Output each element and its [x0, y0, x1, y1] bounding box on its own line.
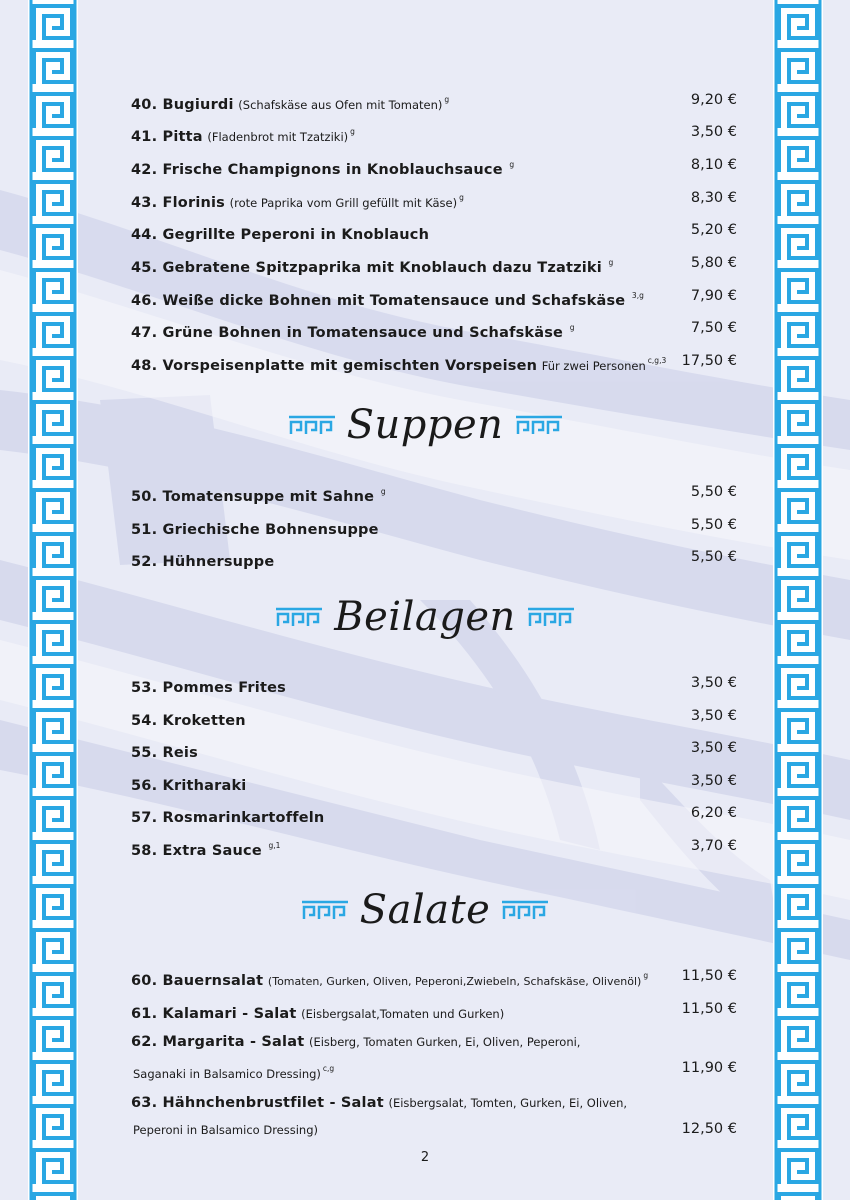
item-name: 48. Vorspeisenplatte mit gemischten Vorspeisen	[131, 358, 538, 374]
item-name: 42. Frische Champignons in Knoblauchsauce	[131, 162, 503, 178]
menu-item	[131, 318, 737, 343]
item-name: 62. Margarita - Salat	[131, 1034, 305, 1050]
greek-key-ornament-icon	[301, 899, 349, 921]
section-heading-suppen	[0, 402, 850, 448]
item-price: 3,50 €	[690, 740, 737, 756]
item-price: 7,50 €	[690, 320, 737, 336]
item-allergens: g	[608, 258, 614, 267]
section-title: Suppen	[346, 402, 504, 448]
item-price: 3,50 €	[690, 708, 737, 724]
item-name: 43. Florinis	[131, 195, 226, 211]
item-description: Für zwei Personen	[541, 359, 646, 373]
item-price: 12,50 €	[681, 1121, 737, 1137]
item-allergens: g	[459, 193, 464, 202]
item-name: 51. Griechische Bohnensuppe	[131, 522, 379, 538]
item-allergens: 3,g	[631, 291, 644, 300]
item-name: 40. Bugiurdi	[131, 97, 234, 113]
item-price: 17,50 €	[681, 353, 737, 369]
menu-item	[131, 155, 737, 180]
item-description-line2	[133, 1059, 737, 1084]
menu-item	[131, 1032, 737, 1084]
menu-item	[131, 220, 737, 245]
greek-key-ornament-icon	[501, 899, 549, 921]
menu-item	[131, 90, 737, 115]
section-heading-beilagen	[0, 594, 850, 640]
item-name: 60. Bauernsalat	[131, 973, 264, 989]
greek-key-ornament-icon	[275, 606, 323, 628]
item-price: 3,50 €	[690, 675, 737, 691]
item-price: 11,50 €	[681, 1001, 737, 1017]
item-price: 6,20 €	[690, 805, 737, 821]
menu-item	[131, 122, 737, 147]
section-title: Salate	[359, 887, 491, 933]
greek-key-ornament-icon	[288, 414, 336, 436]
item-price: 8,30 €	[690, 190, 737, 206]
item-name: 53. Pommes Frites	[131, 680, 286, 696]
item-allergens: g	[509, 160, 515, 169]
item-allergens: g	[444, 95, 450, 104]
item-name: 46. Weiße dicke Bohnen mit Tomatensauce und Schafskäse	[131, 293, 626, 309]
item-name: 54. Kroketten	[131, 713, 246, 729]
item-description-line2	[133, 1120, 737, 1140]
item-price: 9,20 €	[690, 92, 737, 108]
item-name: 57. Rosmarinkartoffeln	[131, 810, 325, 826]
menu-item	[131, 836, 737, 861]
item-name: 45. Gebratene Spitzpaprika mit Knoblauch dazu Tzatziki	[131, 260, 602, 276]
menu-item	[131, 966, 737, 992]
item-name: 41. Pitta	[131, 129, 203, 145]
greek-key-ornament-icon	[515, 414, 563, 436]
item-price: 7,90 €	[690, 288, 737, 304]
item-price: 3,50 €	[690, 124, 737, 140]
item-price: 5,50 €	[690, 549, 737, 565]
menu-item	[131, 1093, 737, 1140]
greek-key-ornament-icon	[527, 606, 575, 628]
item-description: (Schafskäse aus Ofen mit Tomaten)	[238, 98, 443, 112]
menu-item	[131, 286, 737, 311]
menu-item	[131, 706, 737, 731]
item-price: 3,70 €	[690, 838, 737, 854]
item-name: 61. Kalamari - Salat	[131, 1006, 297, 1022]
item-allergens: g	[350, 127, 355, 136]
menu-item	[131, 188, 737, 213]
item-price: 11,90 €	[681, 1060, 737, 1076]
menu-item	[131, 673, 737, 698]
menu-item	[131, 738, 737, 763]
menu-item	[131, 253, 737, 278]
item-description-line2-text: Peperoni in Balsamico Dressing)	[133, 1123, 319, 1137]
item-description: (Tomaten, Gurken, Oliven, Peperoni,Zwiebeln, Schafskäse, Olivenöl)	[267, 975, 642, 988]
item-price: 11,50 €	[681, 968, 737, 984]
item-description-line2-text: Saganaki in Balsamico Dressing)	[133, 1067, 321, 1081]
menu-item	[131, 482, 737, 507]
section-title: Beilagen	[334, 594, 516, 640]
menu-item	[131, 515, 737, 540]
item-allergens: g	[569, 323, 575, 332]
item-name: 52. Hühnersuppe	[131, 554, 275, 570]
item-price: 5,50 €	[690, 484, 737, 500]
item-price: 8,10 €	[690, 157, 737, 173]
item-description: (Fladenbrot mit Tzatziki)	[207, 130, 349, 144]
menu-item	[131, 803, 737, 828]
item-name: 47. Grüne Bohnen in Tomatensauce und Schafskäse	[131, 325, 564, 341]
item-name: 44. Gegrillte Peperoni in Knoblauch	[131, 227, 430, 243]
item-price: 3,50 €	[690, 773, 737, 789]
menu-item	[131, 547, 737, 572]
item-allergens: g,1	[268, 841, 281, 850]
section-heading-salate	[0, 887, 850, 933]
item-allergens: g	[643, 971, 649, 980]
item-name: 50. Tomatensuppe mit Sahne	[131, 489, 375, 505]
item-price: 5,80 €	[690, 255, 737, 271]
item-description: (rote Paprika vom Grill gefüllt mit Käse)	[229, 196, 458, 210]
item-description: (Eisberg, Tomaten Gurken, Ei, Oliven, Peperoni,	[308, 1035, 581, 1049]
item-name: 55. Reis	[131, 745, 198, 761]
item-allergens: g	[380, 487, 386, 496]
item-allergens: c,g	[322, 1064, 335, 1073]
item-name: 63. Hähnchenbrustfilet - Salat	[131, 1095, 384, 1111]
item-name: 56. Kritharaki	[131, 778, 247, 794]
item-name: 58. Extra Sauce	[131, 843, 262, 859]
item-price: 5,50 €	[690, 517, 737, 533]
item-description: (Eisbergsalat,Tomaten und Gurken)	[301, 1007, 505, 1021]
item-price: 5,20 €	[690, 222, 737, 238]
page-number: 2	[420, 1150, 430, 1165]
menu-item	[131, 351, 737, 376]
menu-item	[131, 771, 737, 796]
item-description: (Eisbergsalat, Tomten, Gurken, Ei, Oliven,	[388, 1096, 628, 1110]
item-allergens: c,g,3	[647, 356, 667, 365]
menu-item	[131, 999, 737, 1024]
